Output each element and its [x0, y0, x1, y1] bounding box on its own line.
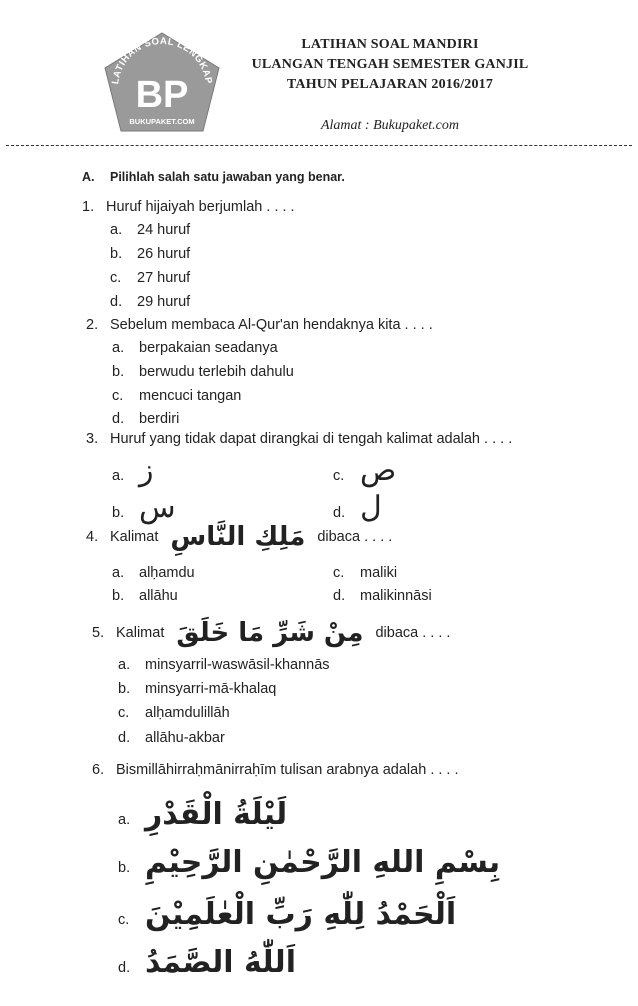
option-text: malikinnāsi	[360, 588, 432, 604]
logo-arc-text: LATIHAN SOAL LENGKAP	[110, 35, 214, 86]
option-3a[interactable]	[112, 453, 154, 488]
option-letter: d.	[118, 960, 131, 977]
option-letter: b.	[112, 505, 125, 521]
arabic-letter: ل	[360, 490, 382, 525]
option-2c[interactable]	[112, 388, 241, 404]
option-letter: a.	[110, 222, 123, 238]
option-5c[interactable]	[118, 705, 230, 721]
question-text: Bismillāhirraḥmānirraḥīm tulisan arabnya adalah . . . .	[116, 762, 459, 778]
option-letter: d.	[112, 411, 125, 427]
option-4c[interactable]	[333, 565, 397, 581]
question-number: 1.	[82, 199, 95, 215]
option-letter: b.	[118, 860, 131, 877]
arabic-phrase: اَلْحَمْدُ لِلّٰهِ رَبِّ الْعٰلَمِيْنَ	[145, 897, 457, 932]
question-5	[92, 620, 450, 646]
arabic-phrase: مَلِكِ النَّاسِ	[170, 522, 306, 552]
option-text: 24 huruf	[137, 222, 191, 238]
option-text: 26 huruf	[137, 246, 191, 262]
option-letter: b.	[112, 364, 125, 380]
option-4b[interactable]	[112, 588, 178, 604]
arabic-letter: ز	[139, 453, 154, 488]
logo-initials: BP	[135, 74, 189, 116]
title-line-3: TAHUN PELAJARAN 2016/2017	[286, 77, 494, 92]
option-4d[interactable]	[333, 588, 432, 604]
option-text: berpakaian seadanya	[139, 340, 278, 356]
option-text: berdiri	[139, 411, 180, 427]
question-text-before: Kalimat	[110, 528, 159, 545]
question-number: 2.	[86, 317, 99, 333]
option-letter: d.	[333, 588, 346, 604]
option-letter: a.	[118, 657, 131, 673]
question-1	[82, 199, 295, 215]
option-1b[interactable]	[110, 246, 190, 262]
option-letter: c.	[118, 912, 130, 929]
option-4a[interactable]	[112, 565, 195, 581]
question-3	[86, 431, 512, 447]
option-text: allāhu-akbar	[145, 730, 225, 746]
option-text: mencuci tangan	[139, 388, 242, 404]
option-6c[interactable]	[118, 897, 457, 932]
option-text: maliki	[360, 565, 398, 581]
option-text: 29 huruf	[137, 294, 191, 310]
option-5a[interactable]	[118, 657, 330, 673]
instruction-text: Pilihlah salah satu jawaban yang benar.	[110, 170, 345, 184]
arabic-letter: ص	[360, 453, 397, 488]
arabic-phrase: مِنْ شَرِّ مَا خَلَقَ	[176, 618, 364, 648]
option-letter: c.	[333, 468, 345, 484]
option-text: berwudu terlebih dahulu	[139, 364, 294, 380]
option-letter: a.	[112, 468, 125, 484]
question-text-after: dibaca . . . .	[317, 528, 393, 545]
option-letter: b.	[118, 681, 131, 697]
option-2a[interactable]	[112, 340, 278, 356]
arabic-phrase: اَللّٰهُ الصَّمَدُ	[145, 945, 296, 980]
option-letter: c.	[118, 705, 130, 721]
option-letter: b.	[112, 588, 125, 604]
address: Alamat : Bukupaket.com	[320, 118, 459, 133]
arabic-letter: س	[139, 490, 176, 525]
question-text: Huruf hijaiyah berjumlah . . . .	[106, 199, 295, 215]
question-2	[86, 317, 433, 333]
question-number: 5.	[92, 624, 105, 641]
section-instruction	[82, 170, 345, 184]
section-label: A.	[82, 170, 95, 184]
arabic-phrase: بِسْمِ اللهِ الرَّحْمٰنِ الرَّحِيْمِ	[145, 845, 501, 880]
option-letter: d.	[118, 730, 131, 746]
option-2d[interactable]	[112, 411, 179, 427]
option-letter: d.	[110, 294, 123, 310]
question-text-after: dibaca . . . .	[375, 624, 451, 641]
option-text: allāhu	[139, 588, 178, 604]
option-letter: b.	[110, 246, 123, 262]
option-text: alḥamdulillāh	[145, 705, 230, 721]
option-1c[interactable]	[110, 270, 190, 286]
option-5d[interactable]	[118, 730, 225, 746]
option-letter: a.	[112, 340, 125, 356]
question-number: 3.	[86, 431, 99, 447]
question-text-before: Kalimat	[116, 624, 165, 641]
option-2b[interactable]	[112, 364, 294, 380]
option-text: alḥamdu	[139, 565, 195, 581]
option-6d[interactable]	[118, 945, 296, 980]
arabic-phrase: لَيْلَةُ الْقَدْرِ	[145, 797, 288, 832]
question-6	[92, 762, 459, 778]
option-5b[interactable]	[118, 681, 276, 697]
option-1a[interactable]	[110, 222, 190, 238]
option-6a[interactable]	[118, 797, 288, 832]
dashed-divider	[6, 145, 632, 146]
option-3b[interactable]	[112, 490, 176, 525]
option-letter: d.	[333, 505, 346, 521]
option-letter: c.	[333, 565, 345, 581]
question-text: Huruf yang tidak dapat dirangkai di tengah kalimat adalah . . . .	[110, 431, 513, 447]
option-letter: a.	[112, 565, 125, 581]
question-4	[86, 524, 392, 550]
title-line-2: ULANGAN TENGAH SEMESTER GANJIL	[251, 57, 529, 72]
question-number: 6.	[92, 762, 105, 778]
option-text: minsyarri-mā-khalaq	[145, 681, 277, 697]
option-text: 27 huruf	[137, 270, 191, 286]
option-letter: a.	[118, 812, 131, 829]
option-6b[interactable]	[118, 845, 501, 880]
logo-site: BUKUPAKET.COM	[129, 117, 195, 126]
option-text: minsyarril-waswāsil-khannās	[145, 657, 330, 673]
title-line-1: LATIHAN SOAL MANDIRI	[301, 37, 479, 52]
question-number: 4.	[86, 528, 99, 545]
option-3c[interactable]	[333, 453, 397, 488]
option-letter: c.	[110, 270, 122, 286]
question-text: Sebelum membaca Al-Qur'an hendaknya kita . . . .	[110, 317, 433, 333]
option-letter: c.	[112, 388, 124, 404]
option-1d[interactable]	[110, 294, 190, 310]
option-3d[interactable]	[333, 490, 382, 525]
